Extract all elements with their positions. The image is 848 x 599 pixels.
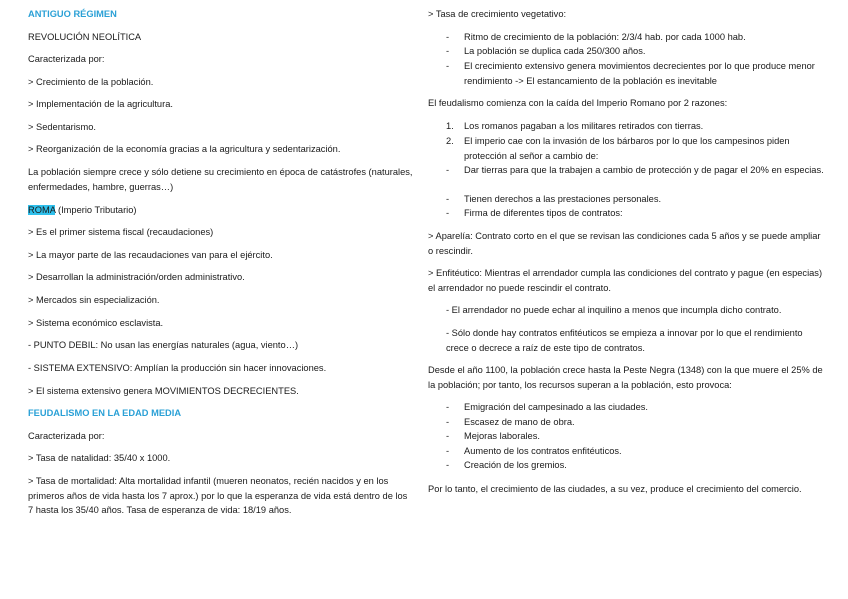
- dash-bullet: -: [446, 208, 450, 218]
- list-item: > Implementación de la agricultura.: [28, 99, 173, 109]
- list-item: > Mercados sin especialización.: [28, 295, 160, 305]
- list-item: > Tasa de natalidad: 35/40 x 1000.: [28, 453, 171, 463]
- paragraph: Caracterizada por:: [28, 54, 105, 64]
- list-item: Escasez de mano de obra.: [464, 417, 575, 427]
- paragraph: El feudalismo comienza con la caída del Imperio Romano por 2 razones:: [428, 98, 728, 108]
- heading-feudalismo: FEUDALISMO EN LA EDAD MEDIA: [28, 408, 182, 418]
- list-item: El imperio cae con la invasión de los bárbaros por lo que los campesinos piden protección al señor a cambio de:: [464, 136, 790, 161]
- number-marker: 2.: [446, 136, 454, 146]
- list-item: Dar tierras para que la trabajen a cambio de protección y de pagar el 20% en especias.: [464, 165, 824, 175]
- list-item: El crecimiento extensivo genera movimientos decrecientes por lo que produce menor rendimiento -> El estancamiento de la población es inevitable: [464, 61, 815, 86]
- number-marker: 1.: [446, 121, 454, 131]
- roma-heading: [28, 203, 137, 218]
- list-item: > Crecimiento de la población.: [28, 77, 154, 87]
- dash-bullet: -: [446, 417, 450, 427]
- paragraph: La población siempre crece y sólo detiene su crecimiento en época de catástrofes (naturales, enfermedades, hambre, guerras…): [28, 167, 413, 192]
- dash-bullet: -: [446, 61, 450, 71]
- list-item: > Reorganización de la economía gracias a la agricultura y sedentarización.: [28, 144, 341, 154]
- dash-bullet: -: [446, 431, 450, 441]
- heading-antiguo-regimen: ANTIGUO RÉGIMEN: [28, 9, 117, 19]
- list-item: Firma de diferentes tipos de contratos:: [464, 208, 623, 218]
- dash-bullet: -: [446, 165, 450, 175]
- paragraph: > Tasa de crecimiento vegetativo:: [428, 9, 567, 19]
- dash-bullet: -: [446, 32, 450, 42]
- list-item: La población se duplica cada 250/300 años.: [464, 46, 646, 56]
- paragraph-aparelia: > Aparelía: Contrato corto en el que se revisan las condiciones cada 5 años y se puede ampliar o rescindir.: [428, 231, 821, 256]
- list-item: > Tasa de mortalidad: Alta mortalidad infantil (mueren neonatos, recién nacidos y en los primeros años de vida hasta los 7 aprox.) por lo que la esperanza de vida está dentro de los 7 hasta los 35/40 años. Tasa de esperanza de vida: 18/19 años.: [28, 476, 408, 516]
- list-item: - Sólo donde hay contratos enfitéuticos se empieza a innovar por lo que el rendimiento crece o decrece a raíz de este tipo de contratos.: [446, 328, 803, 353]
- list-item: - El arrendador no puede echar al inquilino a menos que incumpla dicho contrato.: [446, 305, 782, 315]
- paragraph-enfiteutico: > Enfitéutico: Mientras el arrendador cumpla las condiciones del contrato y pague (en especias) el arrendador no puede rescindir el contrato.: [428, 268, 823, 293]
- list-item: > Sistema económico esclavista.: [28, 318, 164, 328]
- subheading-revolucion-neolitica: REVOLUCIÓN NEOLÍTICA: [28, 32, 142, 42]
- dash-bullet: -: [446, 46, 450, 56]
- list-item: Tienen derechos a las prestaciones personales.: [464, 194, 662, 204]
- list-item: Emigración del campesinado a las ciudades.: [464, 402, 648, 412]
- list-item: > Sedentarismo.: [28, 122, 96, 132]
- list-item: Ritmo de crecimiento de la población: 2/3/4 hab. por cada 1000 hab.: [464, 32, 746, 42]
- list-item: > El sistema extensivo genera MOVIMIENTOS DECRECIENTES.: [28, 386, 299, 396]
- paragraph: Desde el año 1100, la población crece hasta la Peste Negra (1348) con la que muere el 25% de la población; por tanto, los recursos superan a la población, esto provoca:: [428, 365, 823, 390]
- paragraph: Por lo tanto, el crecimiento de las ciudades, a su vez, produce el crecimiento del comercio.: [428, 484, 802, 494]
- list-item: Creación de los gremios.: [464, 460, 567, 470]
- list-item: > Desarrollan la administración/orden administrativo.: [28, 272, 245, 282]
- list-item: Aumento de los contratos enfitéuticos.: [464, 446, 622, 456]
- roma-subtitle: (Imperio Tributario): [55, 205, 137, 215]
- list-item: Los romanos pagaban a los militares retirados con tierras.: [464, 121, 704, 131]
- list-item: - SISTEMA EXTENSIVO: Amplían la producción sin hacer innovaciones.: [28, 363, 327, 373]
- dash-bullet: -: [446, 460, 450, 470]
- list-item: Mejoras laborales.: [464, 431, 540, 441]
- dash-bullet: -: [446, 446, 450, 456]
- list-item: > La mayor parte de las recaudaciones van para el ejército.: [28, 250, 273, 260]
- list-item: > Es el primer sistema fiscal (recaudaciones): [28, 227, 214, 237]
- roma-highlight: ROMA: [28, 205, 56, 215]
- dash-bullet: -: [446, 194, 450, 204]
- paragraph: Caracterizada por:: [28, 431, 105, 441]
- list-item: - PUNTO DEBIL: No usan las energías naturales (agua, viento…): [28, 340, 299, 350]
- dash-bullet: -: [446, 402, 450, 412]
